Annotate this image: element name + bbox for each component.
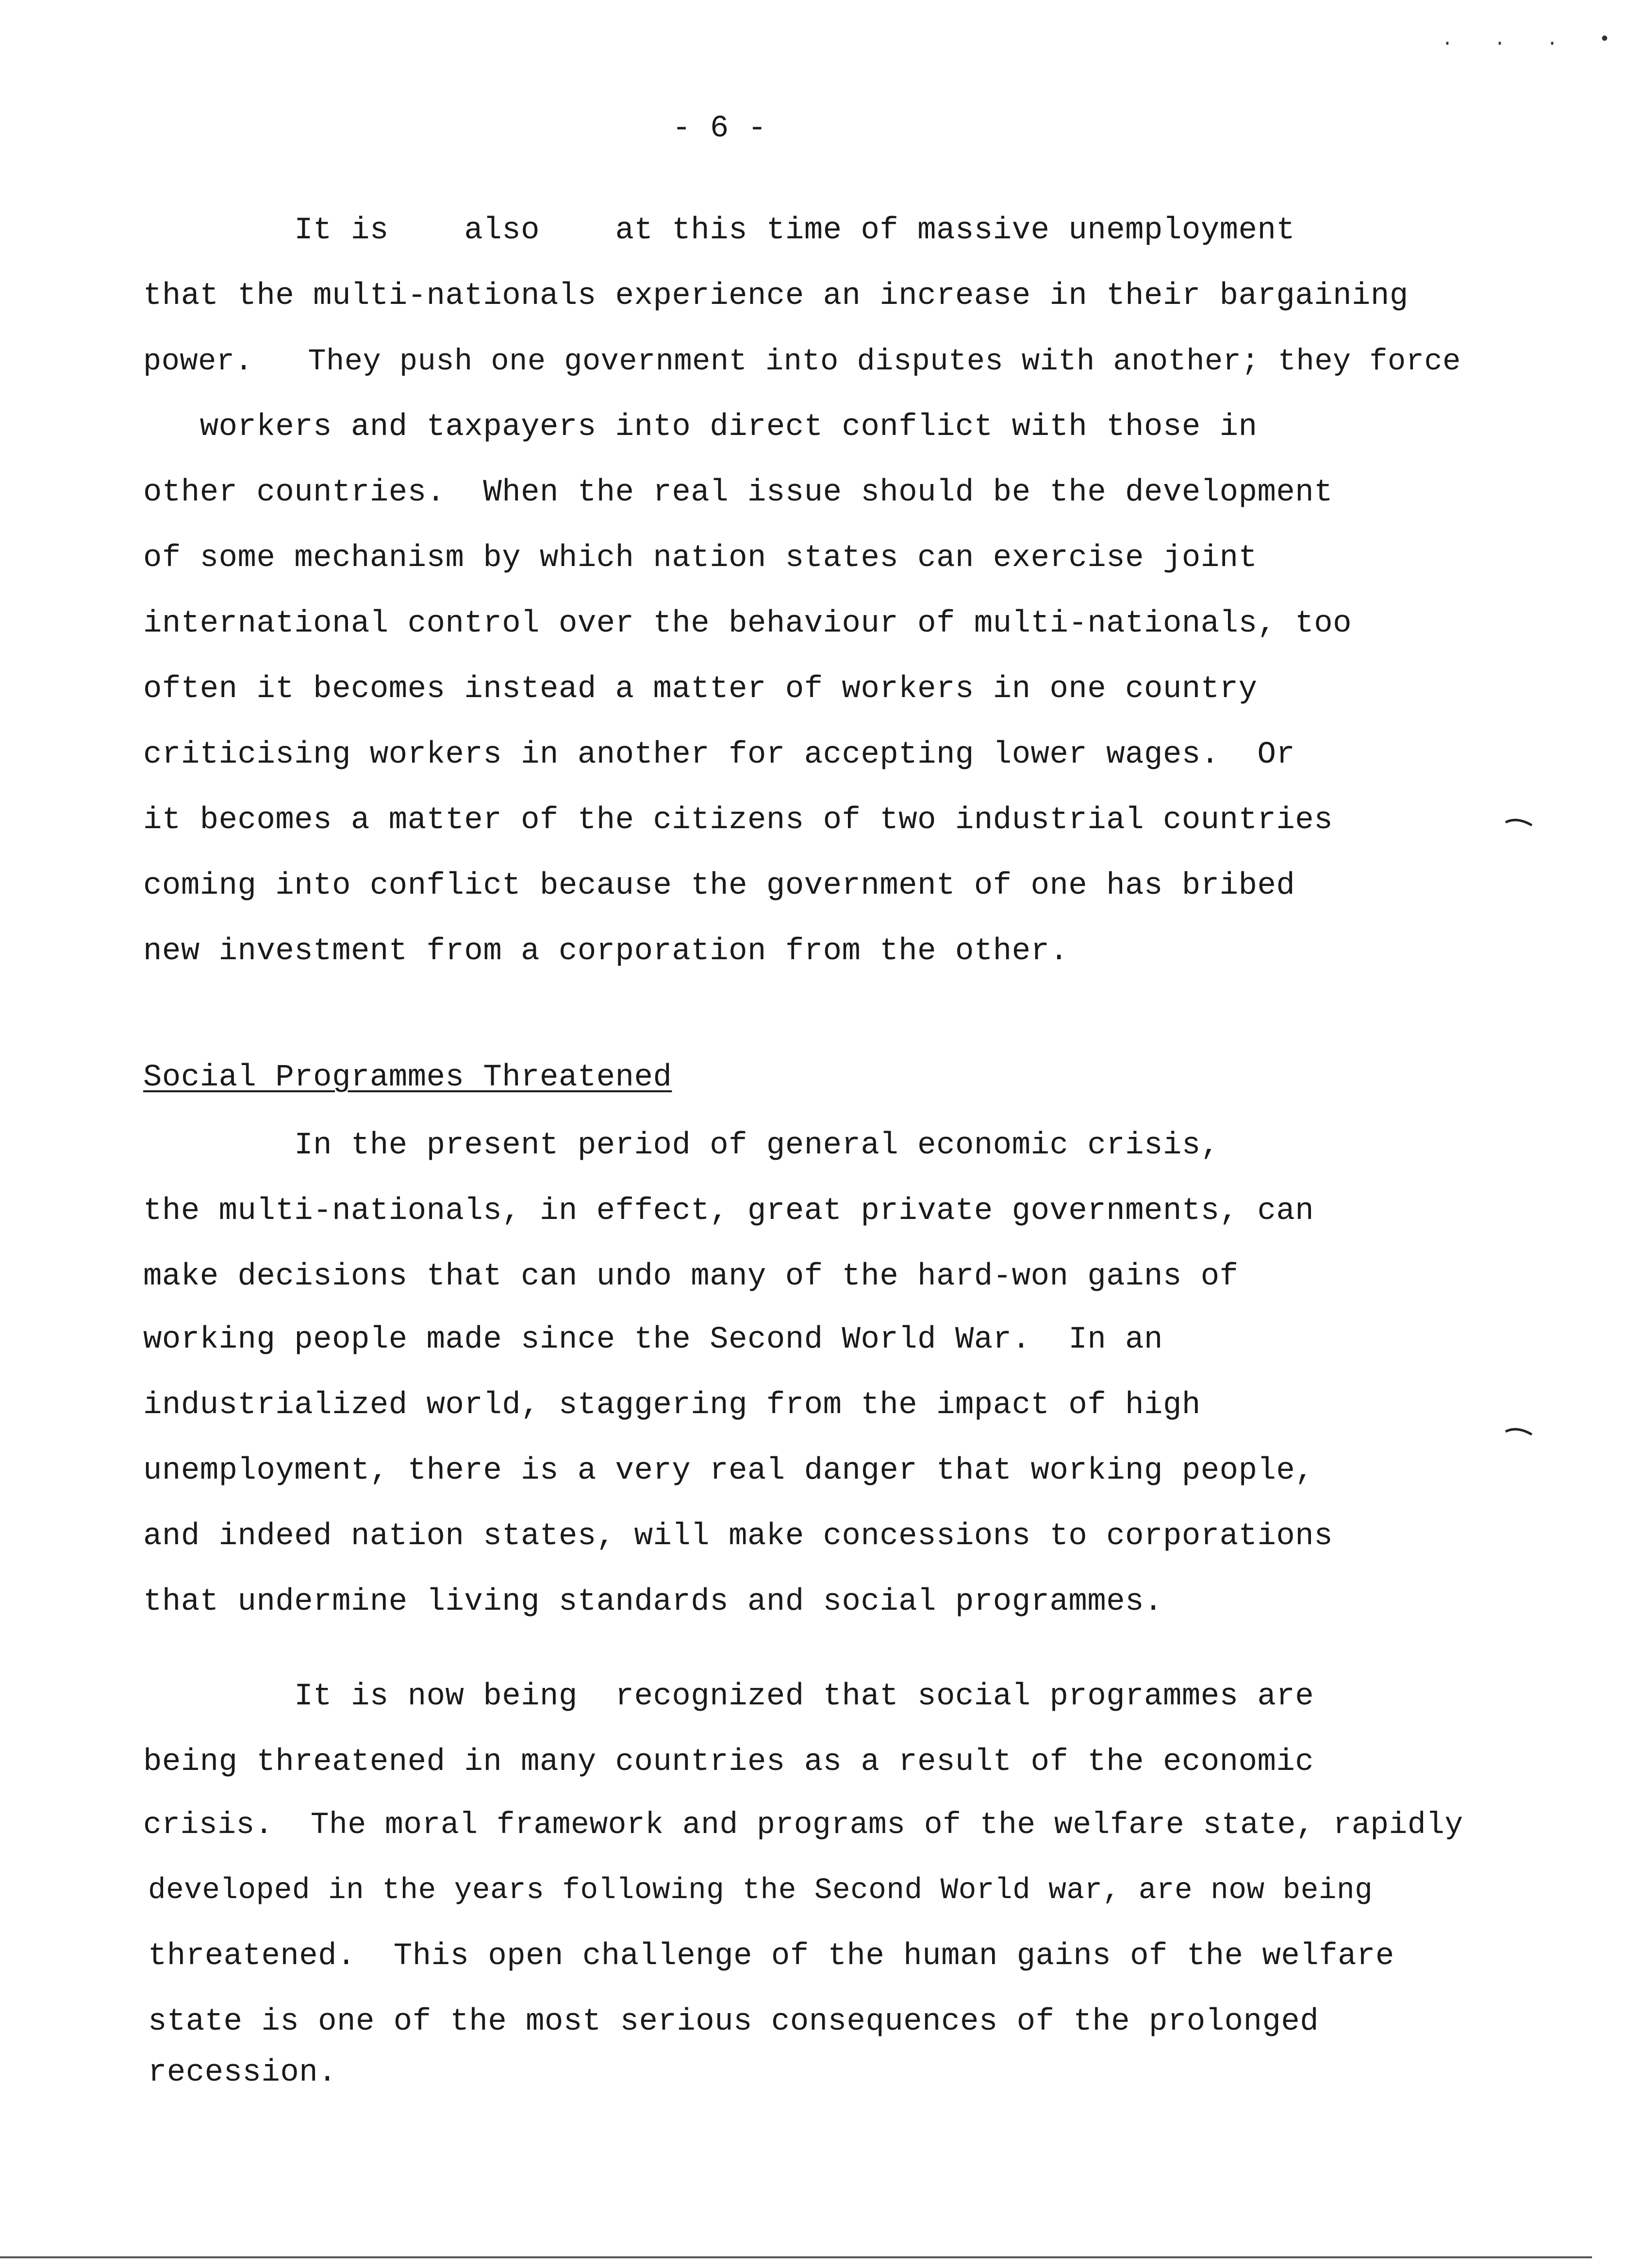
paragraph-1-line-3: power. They push one government into disputes with another; they force bbox=[143, 344, 1461, 379]
paragraph-1-line-10: it becomes a matter of the citizens of two industrial countries bbox=[143, 803, 1333, 838]
paragraph-1-line-6: of some mechanism by which nation states can exercise joint bbox=[143, 541, 1258, 576]
paragraph-2-line-3: make decisions that can undo many of the hard-won gains of bbox=[143, 1259, 1239, 1294]
paragraph-2-line-2: the multi-nationals, in effect, great private governments, can bbox=[143, 1194, 1314, 1229]
paragraph-1-line-7: international control over the behaviour of multi-nationals, too bbox=[143, 606, 1352, 641]
paragraph-2-line-5: industrialized world, staggering from the impact of high bbox=[143, 1388, 1201, 1423]
paragraph-3-line-1: It is now being recognized that social programmes are bbox=[143, 1679, 1314, 1714]
paragraph-2-line-1: In the present period of general economic crisis, bbox=[143, 1128, 1220, 1163]
paragraph-3-line-6: state is one of the most serious consequences of the prolonged bbox=[148, 2004, 1319, 2039]
paragraph-1-line-9: criticising workers in another for accepting lower wages. Or bbox=[143, 737, 1295, 772]
paragraph-2-line-6: unemployment, there is a very real danger that working people, bbox=[143, 1453, 1314, 1488]
margin-mark bbox=[1505, 1425, 1534, 1435]
paragraph-1-line-5: other countries. When the real issue should be the development bbox=[143, 475, 1333, 510]
paragraph-3-line-2: being threatened in many countries as a result of the economic bbox=[143, 1745, 1314, 1780]
paragraph-1-line-11: coming into conflict because the government of one has bribed bbox=[143, 868, 1295, 903]
paragraph-1-line-4: workers and taxpayers into direct conflict with those in bbox=[143, 410, 1258, 445]
paragraph-2-line-7: and indeed nation states, will make concessions to corporations bbox=[143, 1519, 1333, 1554]
paragraph-3-line-5: threatened. This open challenge of the human gains of the welfare bbox=[148, 1939, 1394, 1974]
margin-mark bbox=[1505, 816, 1534, 826]
section-heading: Social Programmes Threatened bbox=[143, 1060, 672, 1095]
paragraph-1-line-8: often it becomes instead a matter of workers in one country bbox=[143, 672, 1258, 707]
page-number: - 6 - bbox=[672, 111, 767, 146]
paragraph-3-line-3: crisis. The moral framework and programs of the welfare state, rapidly bbox=[143, 1808, 1463, 1842]
paragraph-3-line-7: recession. bbox=[148, 2055, 337, 2090]
paragraph-2-line-4: working people made since the Second World War. In an bbox=[143, 1322, 1163, 1357]
paragraph-1-line-12: new investment from a corporation from the other. bbox=[143, 934, 1069, 969]
paragraph-3-line-4: developed in the years following the Second World war, are now being bbox=[148, 1874, 1373, 1907]
corner-marks: . . . • bbox=[1442, 29, 1625, 51]
paragraph-1-line-2: that the multi-nationals experience an increase in their bargaining bbox=[143, 279, 1409, 314]
paragraph-1-line-1: It is also at this time of massive unemployment bbox=[143, 213, 1295, 248]
paragraph-2-line-8: that undermine living standards and social programmes. bbox=[143, 1584, 1163, 1619]
bottom-rule bbox=[0, 2256, 1592, 2258]
